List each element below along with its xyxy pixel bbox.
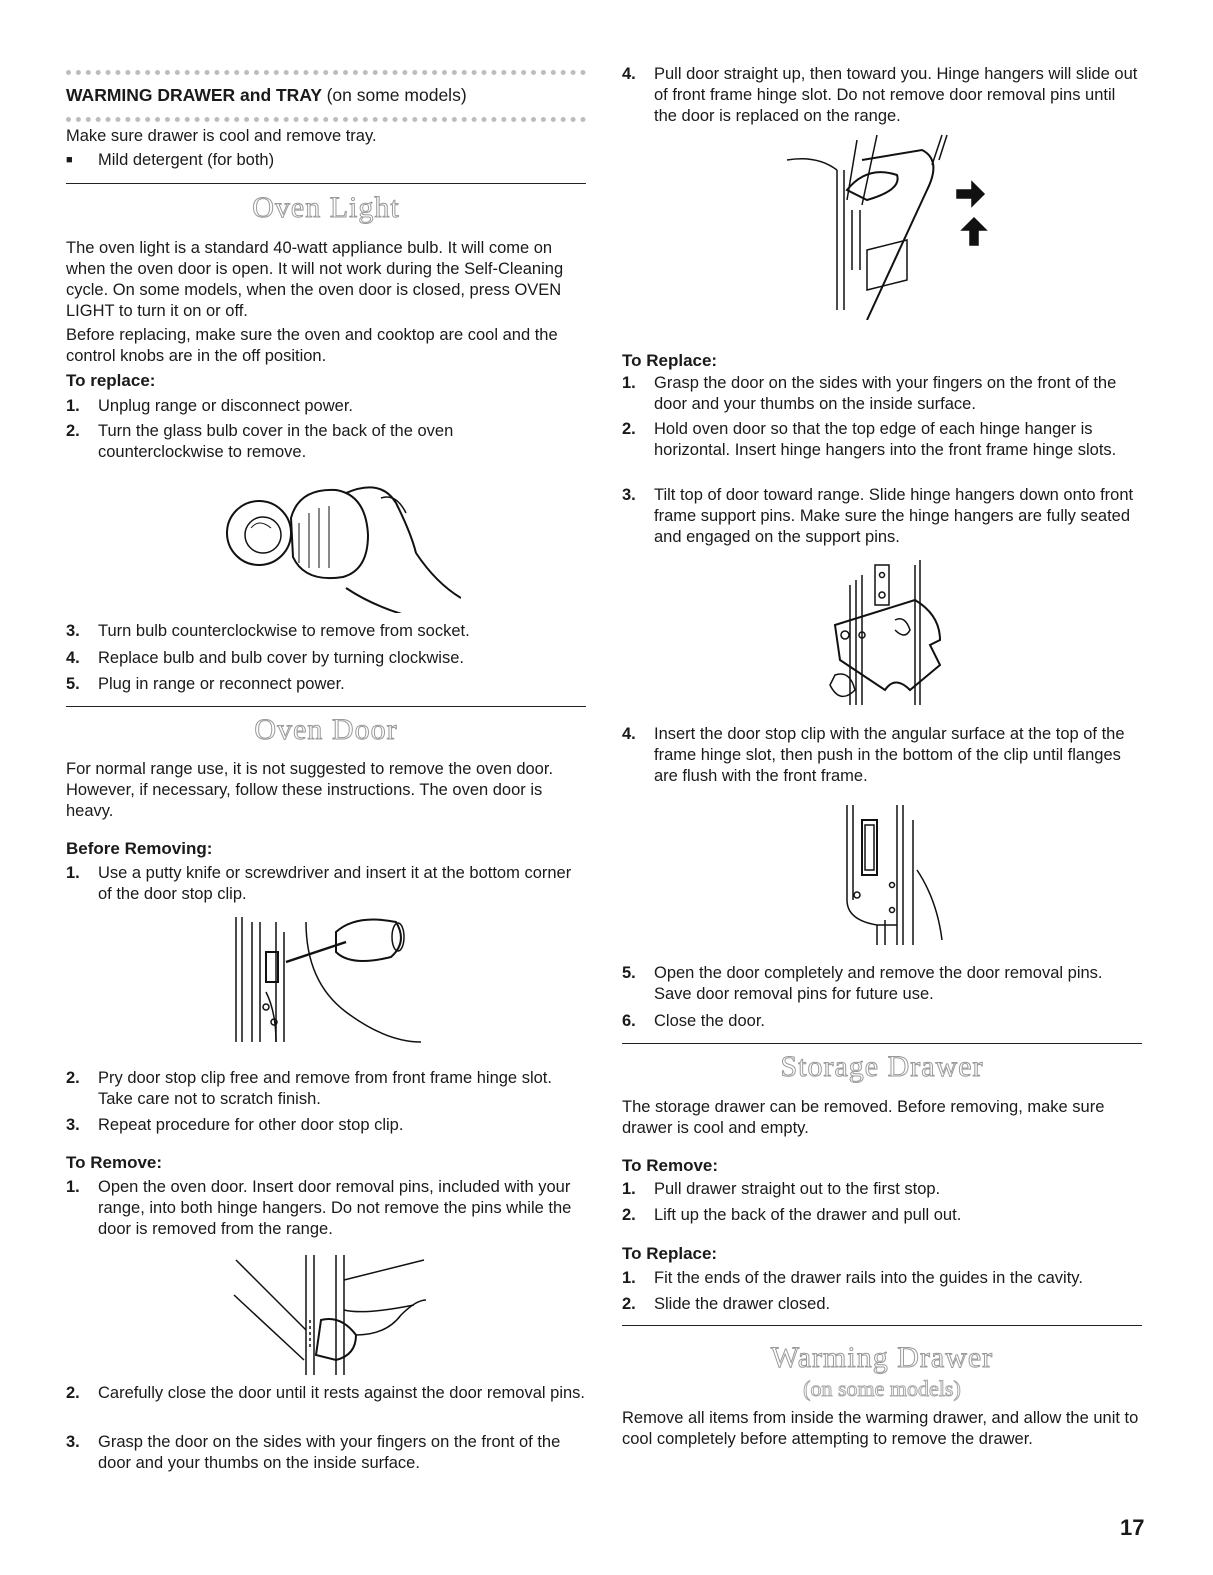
oven-light-heading: Oven Light [252,191,400,224]
storage-to-remove-label: To Remove: [622,1156,719,1175]
bullet-square-icon: ■ [66,154,73,166]
remove-step-2 [66,1383,586,1404]
step-text: Lift up the back of the drawer and pull out. [654,1206,962,1224]
step-text: Pull drawer straight out to the first stop. [654,1180,941,1198]
step-number: 6. [622,1012,636,1030]
step-number: 2. [622,1206,636,1224]
oven-light-step-3 [66,621,586,642]
storage-replace-step-1 [622,1268,1142,1289]
lift-door-illustration [782,130,992,320]
storage-replace-step-2 [622,1294,1142,1315]
storage-to-replace-label: To Replace: [622,1244,718,1263]
step-number: 3. [66,1433,80,1451]
step-number: 3. [622,486,636,504]
warming-tray-title [66,85,467,106]
divider [66,183,586,184]
step-text: Open the door completely and remove the door removal pins. Save door removal pins for future use. [654,964,1103,1003]
oven-door-heading: Oven Door [254,713,398,746]
step-text: Pry door stop clip free and remove from front frame hinge slot. Take care not to scratch finish. [98,1069,552,1108]
step-text: Pull door straight up, then toward you. Hinge hangers will slide out of front frame hinge slot. Do not remove door removal pins until the door is replaced on the range. [654,65,1138,125]
step-number: 1. [66,1178,80,1196]
step-number: 2. [622,420,636,438]
step-number: 4. [622,725,636,743]
step-number: 1. [622,1269,636,1287]
step-text: Open the oven door. Insert door removal pins, included with your range, into both hinge hangers. Do not remove the pins while the door is removed from the range. [98,1178,572,1238]
step-text: Carefully close the door until it rests against the door removal pins. [98,1384,585,1402]
to-remove-label: To Remove: [66,1153,163,1172]
step-text: Slide the drawer closed. [654,1295,831,1313]
replace-step-5 [622,963,1142,1005]
to-replace-label: To replace: [66,371,156,390]
replace-step-2 [622,419,1142,461]
step-number: 2. [66,1384,80,1402]
step-number: 1. [66,864,80,882]
step-number: 2. [66,1069,80,1087]
step-text: Tilt top of door toward range. Slide hinge hangers down onto front frame support pins. Make sure the hinge hangers are fully seated and engaged on the support pins. [654,486,1134,546]
before-removing-label: Before Removing: [66,839,213,858]
warming-tray-header [66,70,586,122]
step-text: Grasp the door on the sides with your fingers on the front of the door and your thumbs on the inside surface. [654,374,1117,413]
replace-step-3 [622,485,1142,548]
step-text: Replace bulb and bulb cover by turning clockwise. [98,649,464,667]
step-text: Close the door. [654,1012,765,1030]
step-number: 1. [622,1180,636,1198]
door-stop-clip-illustration [837,800,947,950]
step-number: 5. [622,964,636,982]
oven-door-para: For normal range use, it is not suggested to remove the oven door. However, if necessary, follow these instructions. The oven door is heavy. [66,760,554,820]
step-text: Fit the ends of the drawer rails into the guides in the cavity. [654,1269,1083,1287]
step-text: Unplug range or disconnect power. [98,397,353,415]
oven-light-para2: Before replacing, make sure the oven and cooktop are cool and the control knobs are in the off position. [66,326,558,365]
step-text: Plug in range or reconnect power. [98,675,345,693]
step-text: Use a putty knife or screwdriver and insert it at the bottom corner of the door stop clip. [98,864,572,903]
bulb-cover-illustration [221,478,461,613]
warming-tray-title-note: (on some models) [326,85,467,105]
putty-knife-illustration [226,912,426,1047]
warming-tray-bullet-text: Mild detergent (for both) [98,151,275,169]
step-text: Grasp the door on the sides with your fingers on the front of the door and your thumbs on the inside surface. [98,1433,561,1472]
step-number: 5. [66,675,80,693]
before-step-2 [66,1068,586,1110]
divider [622,1325,1142,1326]
oven-light-para1: The oven light is a standard 40-watt appliance bulb. It will come on when the oven door is open. It will not work during the Self-Cleaning cycle. On some models, when the oven door is closed, press OVEN LIGHT to turn it on or off. [66,239,564,320]
storage-drawer-heading: Storage Drawer [780,1050,984,1083]
page-number: 17 [1120,1515,1145,1540]
step-number: 4. [622,65,636,83]
before-step-3 [66,1115,586,1136]
step-number: 2. [66,422,80,440]
step-text: Turn the glass bulb cover in the back of the oven counterclockwise to remove. [98,422,454,461]
step-number: 4. [66,649,80,667]
remove-step-1 [66,1177,586,1240]
storage-remove-step-2 [622,1205,1142,1226]
oven-light-step-1 [66,396,586,417]
remove-step-3 [66,1432,586,1474]
storage-remove-step-1 [622,1179,1142,1200]
warming-tray-intro: Make sure drawer is cool and remove tray. [66,127,377,145]
step-text: Turn bulb counterclockwise to remove from socket. [98,622,470,640]
replace-step-6 [622,1011,1142,1032]
step-number: 1. [66,397,80,415]
step-number: 3. [66,622,80,640]
step-number: 2. [622,1295,636,1313]
door-pins-illustration [226,1250,436,1380]
to-replace-label-right: To Replace: [622,351,718,370]
divider [622,1043,1142,1044]
storage-drawer-para: The storage drawer can be removed. Before removing, make sure drawer is cool and empty. [622,1098,1105,1137]
step-number: 3. [66,1116,80,1134]
remove-step-4 [622,64,1142,127]
oven-light-step-4 [66,648,586,669]
warming-drawer-heading: Warming Drawer [770,1341,994,1374]
step-text: Hold oven door so that the top edge of each hinge hanger is horizontal. Insert hinge hangers into the front frame hinge slots. [654,420,1117,459]
replace-step-4 [622,724,1142,787]
hinge-hanger-illustration [820,555,950,710]
oven-light-step-2 [66,421,586,463]
before-step-1 [66,863,586,905]
warming-drawer-subheading: (on some models) [803,1376,961,1401]
warming-tray-title-bold: WARMING DRAWER and TRAY [66,85,322,105]
replace-step-1 [622,373,1142,415]
step-text: Repeat procedure for other door stop clip. [98,1116,404,1134]
warming-tray-bullet [66,150,586,171]
divider [66,706,586,707]
oven-light-step-5 [66,674,586,695]
step-text: Insert the door stop clip with the angular surface at the top of the frame hinge slot, then push in the bottom of the clip until flanges are flush with the front frame. [654,725,1125,785]
step-number: 1. [622,374,636,392]
warming-drawer-para: Remove all items from inside the warming drawer, and allow the unit to cool completely before attempting to remove the drawer. [622,1409,1139,1448]
